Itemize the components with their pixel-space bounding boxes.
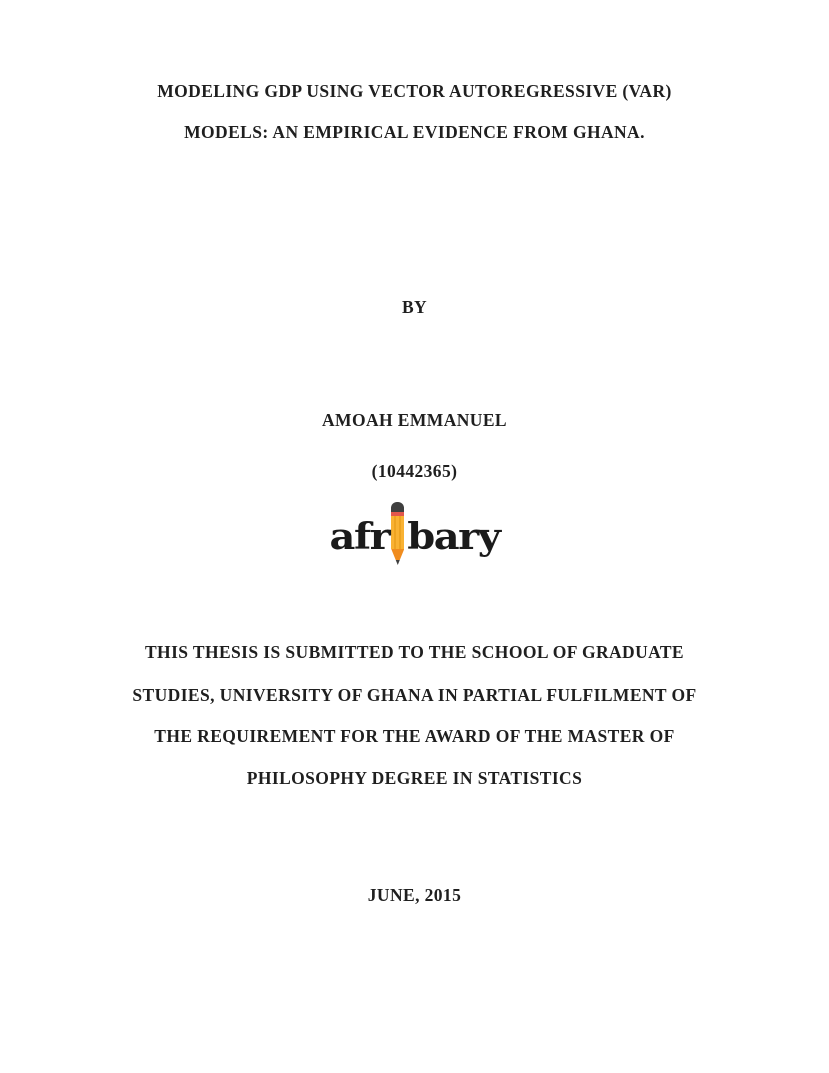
submission-statement-line-4: PHILOSOPHY DEGREE IN STATISTICS: [246, 768, 583, 788]
submission-statement-line-3: THE REQUIREMENT FOR THE AWARD OF THE MASTER OF: [154, 726, 675, 746]
afribary-logo: [0, 502, 829, 571]
pencil-body: [391, 516, 404, 549]
submission-statement-line-2: STUDIES, UNIVERSITY OF GHANA IN PARTIAL FULFILMENT OF: [132, 685, 697, 705]
thesis-title-line-1: MODELING GDP USING VECTOR AUTOREGRESSIVE (VAR): [157, 81, 672, 101]
submission-statement-line-1: THIS THESIS IS SUBMITTED TO THE SCHOOL OF GRADUATE: [144, 642, 685, 662]
thesis-title-line-2: MODELS: AN EMPIRICAL EVIDENCE FROM GHANA.: [184, 122, 645, 142]
submission-date: JUNE, 2015: [367, 885, 462, 905]
logo-text-before: afr: [329, 514, 390, 558]
student-id: (10442365): [371, 461, 458, 481]
pencil-cap: [391, 502, 404, 512]
by-label: BY: [401, 297, 428, 317]
pencil-icon: [391, 502, 404, 565]
logo-text-after: bary: [407, 514, 500, 558]
pencil-tip: [391, 549, 404, 565]
author-name: AMOAH EMMANUEL: [322, 410, 507, 430]
